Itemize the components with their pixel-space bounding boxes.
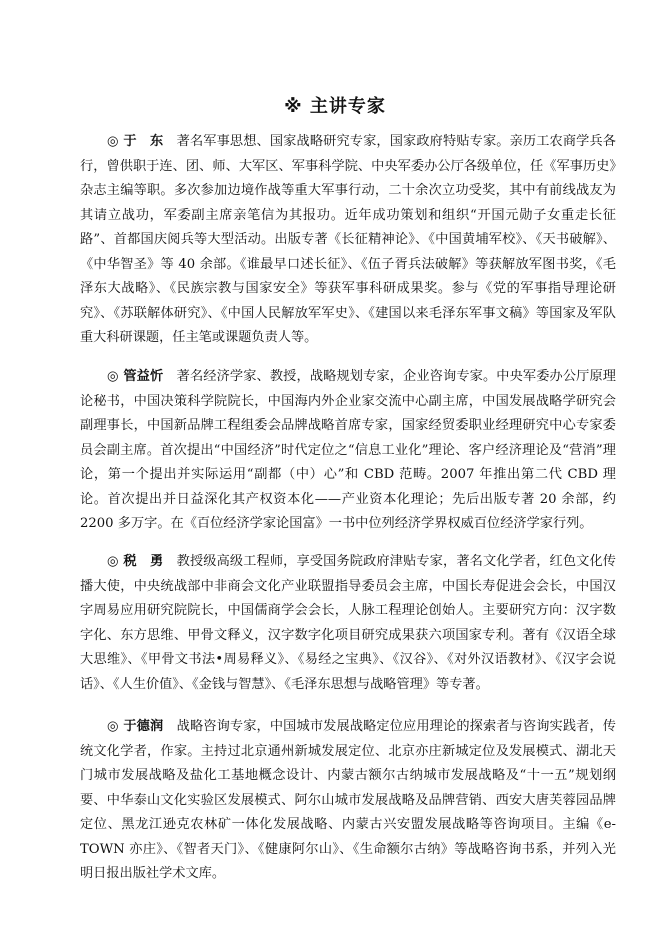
expert-name: ◎ 税 勇 (107, 554, 164, 569)
expert-name: ◎ 于 东 (107, 134, 164, 149)
expert-bio: 教授级高级工程师，享受国务院政府津贴专家，著名文化学者，红色文化传播大使，中央统战部中非商会文化产业联盟指导委员会主席，中国长寿促进会会长，中国汉字周易应用研究院院长，中国儒商学会会长，人脉工程理论创始人。主要研究方向：汉字数字化、东方思维、甲骨文释义，汉字数字化项目研究成果获六项国家专利。著有《汉语全球大思维》、《甲骨文书法•周易释义》、《易经之宝典》、《汉谷》、《对外汉语教材》、《汉字会说话》、《人生价值》、《金钱与智慧》、《毛泽东思想与战略管理》等专著。 (80, 554, 616, 692)
expert-name: ◎ 于德润 (107, 719, 164, 734)
expert-entry (80, 715, 616, 887)
expert-name: ◎ 管益忻 (107, 369, 164, 384)
page-title: ※ 主讲专家 (284, 96, 386, 117)
expert-entry (80, 550, 616, 697)
expert-bio: 著名军事思想、国家战略研究专家，国家政府特贴专家。亲历工农商学兵各行，曾供职于连、团、师、大军区、军事科学院、中央军委办公厅各级单位，任《军事历史》杂志主编等职。多次参加边境作战等重大军事行动，二十余次立功受奖，其中有前线战友为其请立战功，军委副主席亲笔信为其报功。近年成功策划和组织“开国元勋子女重走长征路”、首都国庆阅兵等大型活动。出版专著《长征精神论》、《中国黄埔军校》、《天书破解》、《中华智圣》等 40 余部。《谁最早口述长征》、《伍子胥兵法破解》等获解放军图书奖，《毛泽东大战略》、《民族宗教与国家安全》等获军事科研成果奖。参与《党的军事指导理论研究》、《苏联解体研究》、《中国人民解放军军史》、《建国以来毛泽东军事文稿》等国家及军队重大科研课题，任主笔或课题负责人等。 (80, 134, 616, 345)
expert-entry (80, 130, 616, 351)
expert-entry (80, 365, 616, 537)
expert-bio: 战略咨询专家，中国城市发展战略定位应用理论的探索者与咨询实践者，传统文化学者，作家。主持过北京通州新城发展定位、北京亦庄新城定位及发展模式、湖北天门城市发展战略及盐化工基地概念设计、内蒙古额尔古纳城市发展战略及“十一五”规划纲要、中华泰山文化实验区发展模式、阿尔山城市发展战略及品牌营销、西安大唐芙蓉园品牌定位、黑龙江逊克农林矿一体化发展战略、内蒙古兴安盟发展战略等咨询项目。主编《e-TOWN 亦庄》、《智者天门》、《健康阿尔山》、《生命额尔古纳》等战略咨询书系，并列入光明日报出版社学术文库。 (80, 719, 616, 881)
expert-bio: 著名经济学家、教授，战略规划专家，企业咨询专家。中央军委办公厅原理论秘书，中国决策科学院院长，中国海内外企业家交流中心副主席，中国发展战略学研究会副理事长，中国新品牌工程组委会品牌战略首席专家，国家经贸委职业经理研究中心专家委员会副主席。首次提出“中国经济”时代定位之“信息工业化”理论、客户经济理论及“营消”理论，第一个提出并实际运用“副都（中）心”和 CBD 范畴。2007 年推出第二代 CBD 理论。首次提出并日益深化其产权资本化——产业资本化理论；先后出版专著 20 余部，约 2200 多万字。在《百位经济学家论国富》一书中位列经济学界权威百位经济学家行列。 (80, 369, 616, 531)
